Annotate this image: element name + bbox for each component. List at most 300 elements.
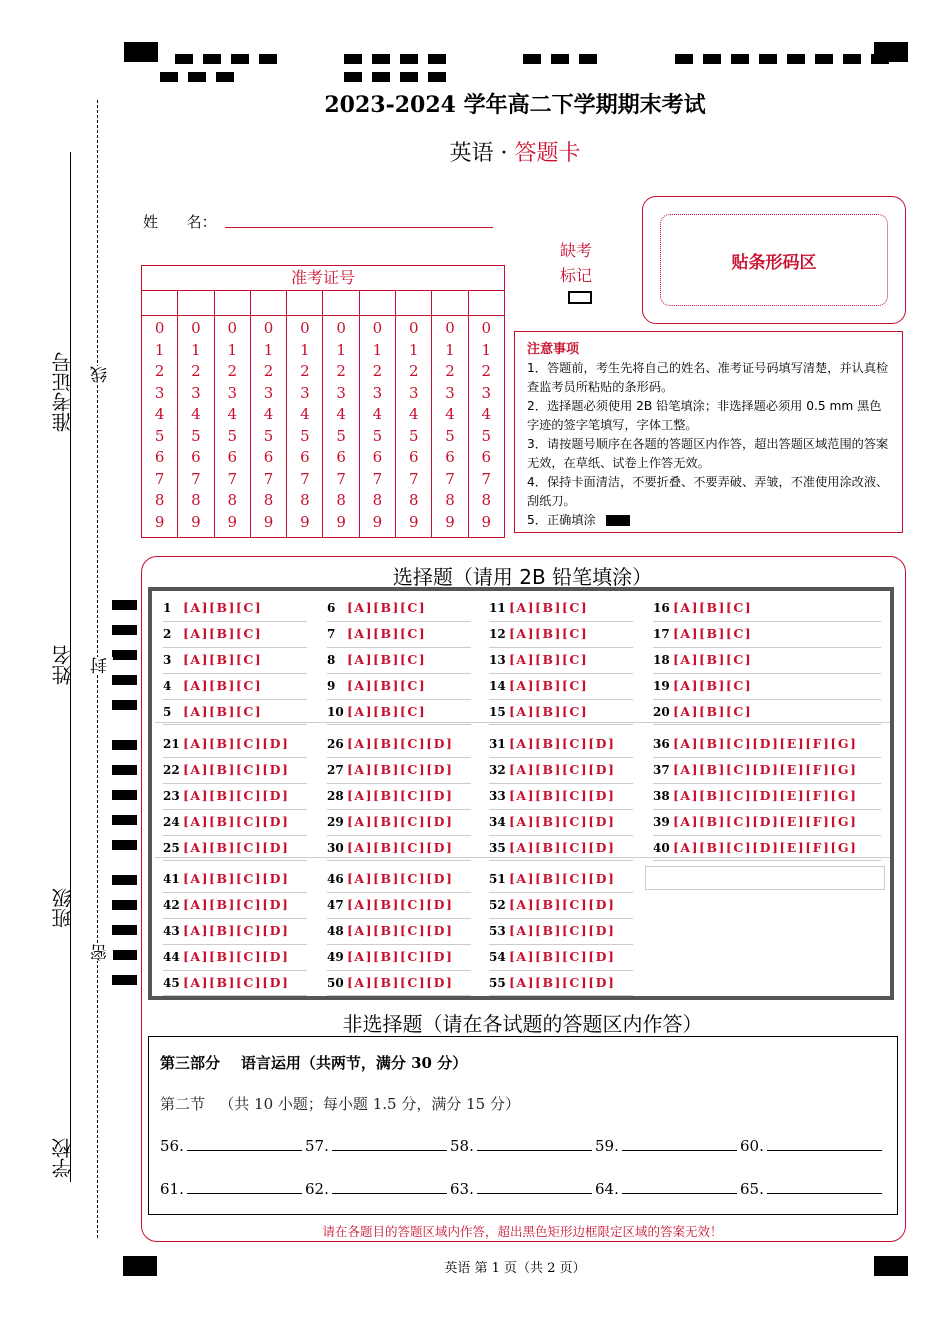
- exam-id-digit-box[interactable]: [251, 291, 286, 316]
- exam-id-digit-option[interactable]: 9: [191, 512, 201, 531]
- exam-id-digit-option[interactable]: 1: [336, 340, 346, 359]
- exam-id-digit-option[interactable]: 6: [191, 448, 201, 466]
- exam-id-digit-option[interactable]: 8: [227, 491, 238, 509]
- timing-mark: [344, 54, 362, 64]
- mcq-group: [327, 732, 471, 861]
- mcq-question-row: [327, 674, 471, 700]
- notice-item-3: 3．请按题号顺序在各题的答题区内作答，超出答题区域范围的答案无效，在草纸、试卷上作答无效。: [527, 437, 889, 470]
- answer-bubbles[interactable]: [A][B][C][D]: [509, 761, 616, 777]
- question-number: 27: [327, 762, 344, 777]
- exam-id-digit-option[interactable]: 0: [336, 319, 346, 337]
- answer-bubbles[interactable]: [A][B][C][D]: [347, 761, 454, 777]
- answer-bubbles[interactable]: [A][B][C][D][E][F][G]: [673, 813, 858, 829]
- mcq-question-row: [327, 867, 471, 893]
- question-number: 6: [327, 601, 336, 615]
- mcq-group: [327, 867, 471, 996]
- timing-mark: [112, 925, 137, 935]
- answer-bubbles[interactable]: [A][B][C][D]: [347, 813, 454, 829]
- exam-id-digit-option[interactable]: 1: [408, 340, 419, 359]
- exam-id-digit-option[interactable]: 2: [154, 362, 165, 380]
- mcq-question-row: [163, 596, 307, 622]
- exam-id-digit-option[interactable]: 0: [154, 319, 165, 337]
- mcq-question-row: [653, 674, 881, 700]
- question-number: 47: [327, 897, 344, 912]
- answer-bubbles[interactable]: [A][B][C][D][E][F][G]: [673, 787, 858, 803]
- exam-id-digit-option[interactable]: 8: [191, 491, 201, 509]
- question-number: 23: [163, 788, 180, 803]
- exam-id-column: [251, 291, 287, 537]
- question-number: 51: [489, 872, 506, 886]
- exam-id-digit-box[interactable]: [287, 291, 322, 316]
- answer-bubbles[interactable]: [A][B][C][D]: [183, 839, 290, 855]
- exam-id-column: [215, 291, 251, 537]
- question-number: 42: [163, 897, 180, 912]
- exam-id-digit-option[interactable]: 0: [227, 319, 238, 337]
- blank-answer-line[interactable]: [187, 1136, 302, 1151]
- exam-id-digit-option[interactable]: 8: [154, 491, 165, 509]
- blank-answer-line[interactable]: [332, 1136, 447, 1151]
- exam-id-digit-option[interactable]: 7: [481, 469, 492, 488]
- exam-id-digit-option[interactable]: 9: [300, 512, 310, 531]
- exam-id-digit-option[interactable]: 1: [154, 340, 165, 359]
- answer-bubbles[interactable]: [A][B][C]: [509, 677, 589, 693]
- answer-bubbles[interactable]: [A][B][C]: [347, 677, 427, 693]
- exam-id-digit-option[interactable]: 3: [336, 383, 346, 402]
- answer-bubbles[interactable]: [A][B][C][D]: [183, 974, 290, 990]
- timing-mark: [112, 675, 137, 685]
- timing-mark: [428, 72, 446, 82]
- exam-id-digit-option[interactable]: 5: [191, 426, 201, 445]
- blank-number: 58.: [450, 1137, 474, 1155]
- mcq-question-row: [327, 971, 471, 997]
- answer-bubbles[interactable]: [A][B][C]: [183, 600, 263, 615]
- exam-id-digit-option[interactable]: 9: [227, 512, 238, 531]
- exam-id-digit-option[interactable]: 2: [408, 362, 419, 380]
- exam-id-digit-option[interactable]: 4: [445, 405, 455, 423]
- exam-id-digit-option[interactable]: 9: [263, 512, 274, 531]
- answer-bubbles[interactable]: [A][B][C][D]: [347, 948, 454, 964]
- exam-id-digit-option[interactable]: 9: [372, 512, 383, 531]
- timing-mark: [112, 650, 137, 660]
- mcq-question-row: [163, 867, 307, 893]
- exam-id-digit-option[interactable]: 5: [154, 426, 165, 445]
- fill-blank: [160, 1136, 303, 1155]
- answer-bubbles[interactable]: [A][B][C][D]: [509, 736, 616, 751]
- timing-mark: [231, 54, 249, 64]
- answer-bubbles[interactable]: [A][B][C][D]: [509, 813, 616, 829]
- mcq-question-row: [327, 758, 471, 784]
- answer-bubbles[interactable]: [A][B][C]: [673, 677, 753, 693]
- exam-id-digit-option[interactable]: 2: [263, 362, 274, 380]
- timing-mark: [787, 54, 805, 64]
- mcq-question-row: [163, 810, 307, 836]
- exam-id-digit-option[interactable]: 7: [191, 469, 201, 488]
- answer-bubbles[interactable]: [A][B][C][D]: [347, 871, 454, 886]
- exam-id-digit-option[interactable]: 1: [372, 340, 383, 359]
- blank-number: 62.: [305, 1180, 329, 1198]
- absent-label-line1: 缺考: [560, 241, 593, 260]
- blank-answer-line[interactable]: [477, 1136, 592, 1151]
- timing-mark: [112, 600, 137, 610]
- exam-id-digit-option[interactable]: 4: [372, 405, 383, 423]
- question-number: 9: [327, 678, 336, 693]
- exam-id-digit-option[interactable]: 2: [445, 362, 455, 380]
- timing-mark: [112, 765, 137, 775]
- exam-id-digit-option[interactable]: 2: [372, 362, 383, 380]
- exam-id-column: [432, 291, 468, 537]
- exam-id-digit-option[interactable]: 3: [481, 383, 492, 402]
- answer-bubbles[interactable]: [A][B][C][D]: [509, 974, 616, 990]
- mcq-question-row: [489, 674, 633, 700]
- exam-id-digit-option[interactable]: 5: [481, 426, 492, 445]
- timing-mark: [216, 72, 234, 82]
- exam-id-digit-option[interactable]: 2: [300, 362, 310, 380]
- exam-id-digit-option[interactable]: 6: [227, 448, 238, 466]
- mcq-question-row: [653, 810, 881, 836]
- mcq-question-row: [489, 945, 633, 971]
- fill-blank: [450, 1136, 593, 1155]
- question-number: 35: [489, 840, 506, 855]
- exam-id-digit-option[interactable]: 7: [263, 469, 274, 488]
- answer-bubbles[interactable]: [A][B][C]: [183, 677, 263, 693]
- timing-mark: [815, 54, 833, 64]
- question-number: 38: [653, 788, 670, 803]
- exam-id-column: [469, 291, 504, 537]
- exam-id-digit-option[interactable]: 8: [481, 491, 492, 509]
- question-number: 50: [327, 975, 344, 990]
- notice-item-5-text: 5．正确填涂: [527, 513, 596, 527]
- exam-id-digit-option[interactable]: 3: [408, 383, 419, 402]
- mcq-question-row: [489, 758, 633, 784]
- timing-mark: [579, 54, 597, 64]
- name-field-line[interactable]: [225, 227, 493, 228]
- exam-id-digit-option[interactable]: 7: [408, 469, 419, 488]
- exam-id-column: [323, 291, 359, 537]
- exam-id-digit-option[interactable]: 9: [336, 512, 346, 531]
- answer-bubbles[interactable]: [A][B][C][D]: [509, 787, 616, 803]
- exam-id-digit-option[interactable]: 4: [408, 405, 419, 423]
- answer-bubbles[interactable]: [A][B][C][D]: [183, 922, 290, 938]
- timing-mark: [675, 54, 693, 64]
- answer-bubbles[interactable]: [A][B][C][D]: [347, 839, 454, 855]
- mcq-question-row: [489, 971, 633, 997]
- blank-answer-line[interactable]: [477, 1179, 592, 1194]
- exam-id-digit-option[interactable]: 4: [300, 405, 310, 423]
- fill-blank: [305, 1136, 448, 1155]
- answer-bubbles[interactable]: [A][B][C][D][E][F][G]: [673, 736, 858, 751]
- exam-id-digit-option[interactable]: 7: [300, 469, 310, 488]
- answer-bubbles[interactable]: [A][B][C][D]: [347, 974, 454, 990]
- exam-id-digit-box[interactable]: [360, 291, 395, 316]
- mcq-question-row: [489, 732, 633, 758]
- mcq-question-row: [327, 945, 471, 971]
- exam-id-digit-option[interactable]: 5: [300, 426, 310, 445]
- mcq-question-row: [489, 810, 633, 836]
- exam-id-digit-option[interactable]: 9: [445, 512, 455, 531]
- exam-id-digit-option[interactable]: 8: [408, 491, 419, 509]
- mcq-question-row: [327, 919, 471, 945]
- answer-bubbles[interactable]: [A][B][C][D]: [183, 871, 290, 886]
- answer-bubbles[interactable]: [A][B][C][D]: [183, 896, 290, 912]
- exam-id-digit-option[interactable]: 4: [263, 405, 274, 423]
- timing-mark: [112, 815, 137, 825]
- exam-id-digit-option[interactable]: 8: [300, 491, 310, 509]
- exam-id-digit-option[interactable]: 2: [336, 362, 346, 380]
- exam-id-digit-box[interactable]: [396, 291, 431, 316]
- answer-bubbles[interactable]: [A][B][C][D]: [183, 813, 290, 829]
- question-number: 44: [163, 949, 180, 964]
- exam-id-digit-option[interactable]: 3: [300, 383, 310, 402]
- mcq-question-row: [163, 674, 307, 700]
- answer-bubbles[interactable]: [A][B][C]: [347, 651, 427, 667]
- exam-id-digit-option[interactable]: 2: [227, 362, 238, 380]
- answer-bubbles[interactable]: [A][B][C]: [183, 625, 263, 641]
- exam-id-digit-option[interactable]: 0: [481, 319, 492, 337]
- exam-id-digit-option[interactable]: 7: [336, 469, 346, 488]
- exam-id-digit-option[interactable]: 8: [445, 491, 455, 509]
- timing-mark: [731, 54, 749, 64]
- blank-answer-line[interactable]: [767, 1179, 882, 1194]
- exam-id-digit-option[interactable]: 4: [336, 405, 346, 423]
- exam-id-digit-option[interactable]: 2: [191, 362, 201, 380]
- exam-id-digit-box[interactable]: [178, 291, 213, 316]
- mcq-question-row: [653, 758, 881, 784]
- exam-id-digit-option[interactable]: 7: [445, 469, 455, 488]
- exam-id-digit-option[interactable]: 7: [227, 469, 238, 488]
- exam-id-column: [287, 291, 323, 537]
- blank-answer-line[interactable]: [622, 1136, 737, 1151]
- absent-mark-box[interactable]: [568, 291, 592, 304]
- blank-number: 60.: [740, 1137, 764, 1155]
- answer-bubbles[interactable]: [A][B][C][D]: [347, 787, 454, 803]
- mcq-question-row: [163, 758, 307, 784]
- fill-blank: [740, 1179, 883, 1198]
- answer-bubbles[interactable]: [A][B][C][D][E][F][G]: [673, 761, 858, 777]
- timing-mark: [203, 54, 221, 64]
- exam-id-digit-option[interactable]: 1: [263, 340, 274, 359]
- exam-id-digit-option[interactable]: 3: [191, 383, 201, 402]
- question-number: 33: [489, 788, 506, 803]
- mcq-question-row: [653, 596, 881, 622]
- exam-id-digit-option[interactable]: 3: [154, 383, 165, 402]
- answer-bubbles[interactable]: [A][B][C]: [509, 625, 589, 641]
- answer-bubbles[interactable]: [A][B][C]: [673, 600, 753, 615]
- blank-number: 56.: [160, 1137, 184, 1155]
- exam-id-digit-option[interactable]: 6: [154, 448, 165, 466]
- blank-answer-line[interactable]: [622, 1179, 737, 1194]
- exam-id-digit-option[interactable]: 0: [300, 319, 310, 337]
- nonmcq-title: 非选择题（请在各试题的答题区内作答）: [342, 1012, 703, 1036]
- fill-blank: [450, 1179, 593, 1198]
- exam-id-digit-option[interactable]: 0: [372, 319, 383, 337]
- answer-bubbles[interactable]: [A][B][C]: [673, 625, 753, 641]
- exam-id-digit-option[interactable]: 5: [336, 426, 346, 445]
- exam-id-table: [141, 265, 505, 538]
- exam-id-digit-option[interactable]: 0: [445, 319, 455, 337]
- exam-id-digit-option[interactable]: 5: [227, 426, 238, 445]
- answer-bubbles[interactable]: [A][B][C][D]: [509, 871, 616, 886]
- exam-id-digit-option[interactable]: 8: [263, 491, 274, 509]
- answer-bubbles[interactable]: [A][B][C][D]: [509, 948, 616, 964]
- blank-answer-line[interactable]: [767, 1136, 882, 1151]
- timing-mark: [759, 54, 777, 64]
- exam-id-digit-option[interactable]: 5: [408, 426, 419, 445]
- timing-mark: [523, 54, 541, 64]
- exam-id-digit-option[interactable]: 0: [408, 319, 419, 337]
- exam-id-digit-option[interactable]: 5: [372, 426, 383, 445]
- answer-bubbles[interactable]: [A][B][C][D]: [183, 948, 290, 964]
- section-title: 第二节 （共 10 小题；每小题 1.5 分，满分 15 分）: [160, 1095, 520, 1113]
- answer-bubbles[interactable]: [A][B][C]: [183, 703, 263, 719]
- answer-bubbles[interactable]: [A][B][C][D]: [347, 736, 454, 751]
- mcq-question-row: [327, 648, 471, 674]
- answer-bubbles[interactable]: [A][B][C]: [673, 703, 753, 719]
- answer-bubbles[interactable]: [A][B][C]: [509, 600, 589, 615]
- question-number: 48: [327, 923, 344, 938]
- exam-id-digit-option[interactable]: 4: [227, 405, 238, 423]
- exam-id-digit-option[interactable]: 6: [336, 448, 346, 466]
- exam-id-digit-option[interactable]: 8: [372, 491, 383, 509]
- exam-id-digit-option[interactable]: 6: [445, 448, 455, 466]
- exam-id-digit-option[interactable]: 1: [227, 340, 238, 359]
- side-name-label: 姓名: [51, 645, 75, 685]
- exam-id-digit-option[interactable]: 9: [481, 512, 492, 531]
- timing-mark: [259, 54, 277, 64]
- answer-bubbles[interactable]: [A][B][C][D]: [347, 922, 454, 938]
- answer-bubbles[interactable]: [A][B][C][D]: [183, 761, 290, 777]
- answer-bubbles[interactable]: [A][B][C]: [183, 651, 263, 667]
- exam-id-digit-option[interactable]: 3: [227, 383, 238, 402]
- exam-id-digit-option[interactable]: 9: [408, 512, 419, 531]
- fill-blank: [305, 1179, 448, 1198]
- exam-id-digit-option[interactable]: 8: [336, 491, 346, 509]
- answer-bubbles[interactable]: [A][B][C][D]: [509, 922, 616, 938]
- blank-answer-line[interactable]: [332, 1179, 447, 1194]
- exam-id-digit-option[interactable]: 3: [372, 383, 383, 402]
- mcq-group: [327, 596, 471, 725]
- timing-mark: [112, 625, 137, 635]
- exam-id-digit-option[interactable]: 1: [300, 340, 310, 359]
- mcq-question-row: [327, 622, 471, 648]
- answer-bubbles[interactable]: [A][B][C][D]: [509, 839, 616, 855]
- question-number: 26: [327, 737, 344, 751]
- timing-mark: [372, 72, 390, 82]
- question-number: 29: [327, 814, 344, 829]
- exam-id-digit-option[interactable]: 4: [154, 405, 165, 423]
- timing-mark: [112, 740, 137, 750]
- exam-id-digit-option[interactable]: 5: [263, 426, 274, 445]
- exam-id-digit-option[interactable]: 0: [191, 319, 201, 337]
- question-number: 54: [489, 949, 506, 964]
- mcq-question-row: [653, 648, 881, 674]
- blank-number: 57.: [305, 1137, 329, 1155]
- timing-mark: [112, 700, 137, 710]
- answer-bubbles[interactable]: [A][B][C][D]: [183, 787, 290, 803]
- exam-id-digit-option[interactable]: 1: [481, 340, 492, 359]
- answer-bubbles[interactable]: [A][B][C]: [347, 600, 427, 615]
- mcq-empty-row: [645, 866, 885, 890]
- exam-id-digit-option[interactable]: 2: [481, 362, 492, 380]
- exam-id-digit-option[interactable]: 9: [154, 512, 165, 531]
- question-number: 32: [489, 762, 506, 777]
- exam-id-digit-option[interactable]: 4: [191, 405, 201, 423]
- subject-label: 英语: [449, 141, 494, 166]
- exam-id-digit-option[interactable]: 7: [372, 469, 383, 488]
- question-number: 1: [163, 601, 172, 615]
- timing-mark: [551, 54, 569, 64]
- exam-id-digit-option[interactable]: 3: [445, 383, 455, 402]
- exam-id-digit-box[interactable]: [469, 291, 504, 316]
- exam-id-digit-box[interactable]: [323, 291, 358, 316]
- answer-bubbles[interactable]: [A][B][C]: [509, 651, 589, 667]
- exam-id-digit-box[interactable]: [215, 291, 250, 316]
- timing-mark: [843, 54, 861, 64]
- question-number: 7: [327, 626, 336, 641]
- name-label: 姓 名：: [143, 213, 217, 231]
- side-id-line: [70, 152, 71, 452]
- exam-id-digit-option[interactable]: 6: [481, 448, 492, 466]
- question-number: 12: [489, 626, 506, 641]
- answer-bubbles[interactable]: [A][B][C]: [347, 625, 427, 641]
- exam-id-digit-option[interactable]: 4: [481, 405, 492, 423]
- answer-bubbles[interactable]: [A][B][C][D]: [347, 896, 454, 912]
- mcq-question-row: [489, 893, 633, 919]
- question-number: 11: [489, 601, 506, 615]
- exam-id-digit-option[interactable]: 6: [372, 448, 383, 466]
- mcq-question-row: [163, 945, 307, 971]
- exam-id-digit-option[interactable]: 6: [408, 448, 419, 466]
- mcq-question-row: [653, 732, 881, 758]
- mcq-question-row: [489, 596, 633, 622]
- answer-bubbles[interactable]: [A][B][C][D]: [183, 736, 290, 751]
- fill-blank: [160, 1179, 303, 1198]
- mcq-question-row: [163, 893, 307, 919]
- side-school-line: [70, 932, 71, 1182]
- mcq-title: 选择题（请用 2B 铅笔填涂）: [392, 565, 653, 589]
- mcq-group: [489, 867, 633, 996]
- timing-mark: [112, 840, 137, 850]
- exam-id-digit-option[interactable]: 6: [300, 448, 310, 466]
- answer-bubbles[interactable]: [A][B][C]: [509, 703, 589, 719]
- timing-mark: [400, 72, 418, 82]
- mcq-group: [653, 732, 881, 861]
- exam-id-digit-box[interactable]: [432, 291, 467, 316]
- exam-id-digit-option[interactable]: 0: [263, 319, 274, 337]
- question-number: 49: [327, 949, 344, 964]
- answer-bubbles[interactable]: [A][B][C][D]: [509, 896, 616, 912]
- blank-answer-line[interactable]: [187, 1179, 302, 1194]
- question-number: 52: [489, 897, 506, 912]
- question-number: 22: [163, 762, 180, 777]
- answer-bubbles[interactable]: [A][B][C]: [673, 651, 753, 667]
- exam-id-digit-option[interactable]: 3: [263, 383, 274, 402]
- answer-bubbles[interactable]: [A][B][C]: [347, 703, 427, 719]
- exam-id-digit-option[interactable]: 1: [191, 340, 201, 359]
- answer-bubbles[interactable]: [A][B][C][D][E][F][G]: [673, 839, 858, 855]
- fill-row-1: [160, 1136, 885, 1155]
- exam-id-digit-box[interactable]: [142, 291, 177, 316]
- exam-id-digit-option[interactable]: 1: [445, 340, 455, 359]
- page-footer: 英语 第 1 页（共 2 页）: [444, 1261, 586, 1276]
- mcq-question-row: [163, 971, 307, 997]
- side-seal-char: 封: [88, 657, 113, 674]
- exam-id-digit-option[interactable]: 5: [445, 426, 455, 445]
- exam-id-digit-option[interactable]: 6: [263, 448, 274, 466]
- fill-blank: [740, 1136, 883, 1155]
- exam-id-digit-option[interactable]: 7: [154, 469, 165, 488]
- notice-item-1: 1．答题前，考生先将自己的姓名、准考证号码填写清楚，并认真检查监考员所粘贴的条形码。: [527, 361, 889, 394]
- question-number: 17: [653, 626, 670, 641]
